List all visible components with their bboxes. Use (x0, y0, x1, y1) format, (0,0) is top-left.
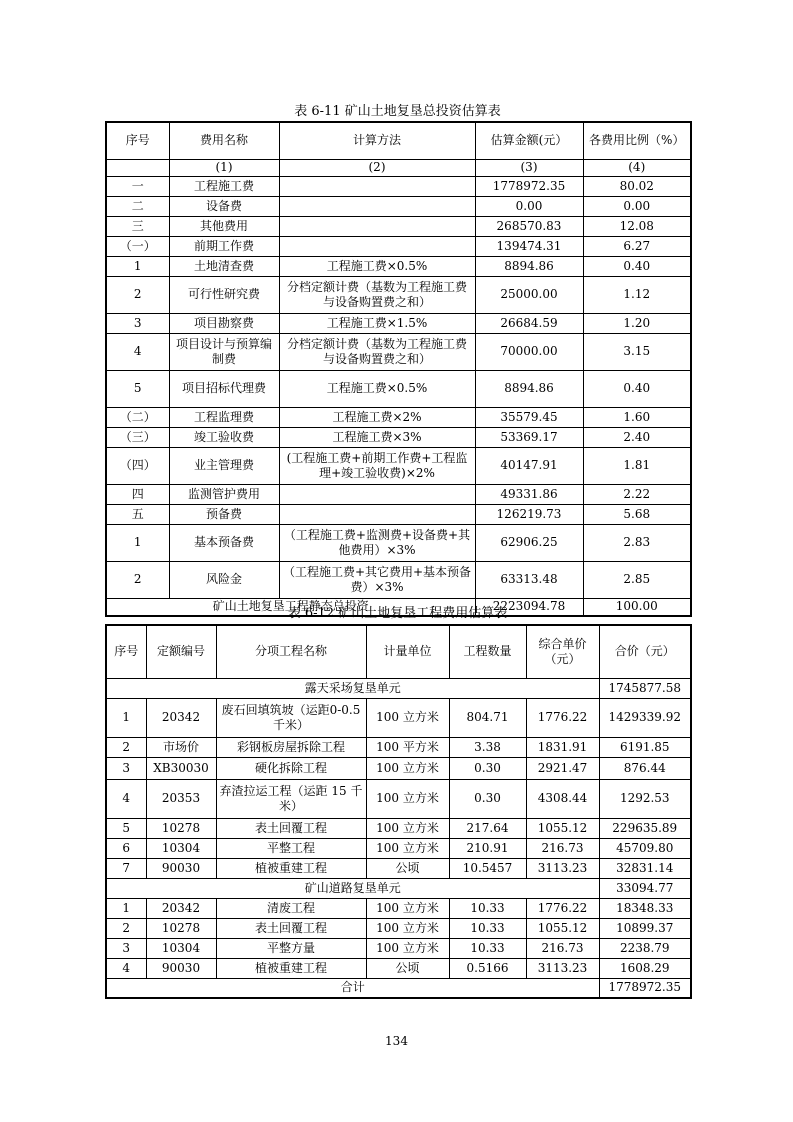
table-row (106, 504, 691, 524)
ratio-cell: 5.68 (583, 504, 691, 524)
header-cell: 估算金额(元） (475, 122, 583, 159)
unit-cell: 100 立方米 (366, 898, 449, 918)
quota-code-cell: XB30030 (146, 757, 216, 779)
method-cell: 工程施工费×0.5% (279, 256, 475, 276)
table-row (106, 447, 691, 484)
row-no-cell: 2 (106, 561, 169, 598)
table-row (106, 524, 691, 561)
index-cell: (1) (169, 159, 279, 176)
table-row (106, 427, 691, 447)
row-no-cell: 二 (106, 196, 169, 216)
item-name-cell: 植被重建工程 (216, 958, 366, 978)
subtotal-cell: 1292.53 (599, 779, 691, 818)
table-row (106, 370, 691, 407)
unit-cell: 100 立方米 (366, 698, 449, 737)
ratio-cell: 1.60 (583, 407, 691, 427)
row-no-cell: 2 (106, 918, 146, 938)
total-row (106, 978, 691, 998)
ratio-cell: 80.02 (583, 176, 691, 196)
header-cell: 定额编号 (146, 625, 216, 678)
method-cell: 工程施工费×1.5% (279, 313, 475, 333)
table-row (106, 858, 691, 878)
row-no-cell: 4 (106, 333, 169, 370)
table-row (106, 918, 691, 938)
fee-name-cell: 监测管护费用 (169, 484, 279, 504)
unit-price-cell: 1831.91 (526, 737, 599, 757)
amount-cell: 8894.86 (475, 370, 583, 407)
section-row (106, 678, 691, 698)
fee-name-cell: 土地清查费 (169, 256, 279, 276)
header-cell: 序号 (106, 122, 169, 159)
total-sum-cell: 1778972.35 (599, 978, 691, 998)
table-row (106, 958, 691, 978)
item-name-cell: 平整方量 (216, 938, 366, 958)
amount-cell: 49331.86 (475, 484, 583, 504)
subtotal-cell: 876.44 (599, 757, 691, 779)
method-cell: 工程施工费×2% (279, 407, 475, 427)
amount-cell: 0.00 (475, 196, 583, 216)
fee-name-cell: 设备费 (169, 196, 279, 216)
unit-cell: 100 立方米 (366, 918, 449, 938)
section-row (106, 878, 691, 898)
unit-price-cell: 4308.44 (526, 779, 599, 818)
row-no-cell: 4 (106, 958, 146, 978)
table-row (106, 196, 691, 216)
header-cell: 计算方法 (279, 122, 475, 159)
amount-cell: 63313.48 (475, 561, 583, 598)
quota-code-cell: 10278 (146, 818, 216, 838)
header-cell: 分项工程名称 (216, 625, 366, 678)
table-row (106, 737, 691, 757)
amount-cell: 8894.86 (475, 256, 583, 276)
index-cell: (2) (279, 159, 475, 176)
subtotal-cell: 1429339.92 (599, 698, 691, 737)
row-no-cell: 7 (106, 858, 146, 878)
method-cell (279, 196, 475, 216)
method-cell (279, 216, 475, 236)
ratio-cell: 1.20 (583, 313, 691, 333)
total-investment-table (105, 121, 692, 617)
table-row (106, 698, 691, 737)
quantity-cell: 10.33 (449, 938, 526, 958)
unit-price-cell: 2921.47 (526, 757, 599, 779)
total-ratio-cell: 100.00 (583, 598, 691, 616)
amount-cell: 25000.00 (475, 276, 583, 313)
unit-cell: 公顷 (366, 858, 449, 878)
quantity-cell: 10.5457 (449, 858, 526, 878)
quantity-cell: 10.33 (449, 918, 526, 938)
ratio-cell: 12.08 (583, 216, 691, 236)
table-row (106, 176, 691, 196)
header-cell: 综合单价（元） (526, 625, 599, 678)
unit-price-cell: 216.73 (526, 938, 599, 958)
item-name-cell: 弃渣拉运工程（运距 15 千米） (216, 779, 366, 818)
quota-code-cell: 20342 (146, 698, 216, 737)
method-cell: （工程施工费+其它费用+基本预备费）×3% (279, 561, 475, 598)
amount-cell: 53369.17 (475, 427, 583, 447)
item-name-cell: 废石回填筑坡（运距0-0.5 千米） (216, 698, 366, 737)
table-row (106, 818, 691, 838)
subtotal-cell: 10899.37 (599, 918, 691, 938)
quantity-cell: 0.30 (449, 779, 526, 818)
row-no-cell: 1 (106, 524, 169, 561)
fee-name-cell: 风险金 (169, 561, 279, 598)
fee-name-cell: 工程施工费 (169, 176, 279, 196)
amount-cell: 268570.83 (475, 216, 583, 236)
section-total-cell: 1745877.58 (599, 678, 691, 698)
amount-cell: 126219.73 (475, 504, 583, 524)
ratio-cell: 1.81 (583, 447, 691, 484)
section-title-cell: 露天采场复垦单元 (106, 678, 599, 698)
unit-cell: 100 立方米 (366, 779, 449, 818)
index-cell (106, 159, 169, 176)
quantity-cell: 217.64 (449, 818, 526, 838)
row-no-cell: 四 (106, 484, 169, 504)
quota-code-cell: 10304 (146, 938, 216, 958)
table-row (106, 561, 691, 598)
quota-code-cell: 90030 (146, 858, 216, 878)
row-no-cell: 3 (106, 757, 146, 779)
amount-cell: 139474.31 (475, 236, 583, 256)
row-no-cell: 3 (106, 313, 169, 333)
subtotal-cell: 1608.29 (599, 958, 691, 978)
ratio-cell: 6.27 (583, 236, 691, 256)
table-row (106, 838, 691, 858)
quota-code-cell: 10304 (146, 838, 216, 858)
cost-estimate-table (105, 624, 692, 999)
page-number: 134 (385, 1034, 408, 1048)
fee-name-cell: 业主管理费 (169, 447, 279, 484)
unit-price-cell: 3113.23 (526, 858, 599, 878)
table-row (106, 313, 691, 333)
method-cell (279, 484, 475, 504)
unit-price-cell: 1776.22 (526, 898, 599, 918)
subtotal-cell: 18348.33 (599, 898, 691, 918)
quota-code-cell: 90030 (146, 958, 216, 978)
quota-code-cell: 市场价 (146, 737, 216, 757)
row-no-cell: 5 (106, 370, 169, 407)
row-no-cell: 2 (106, 276, 169, 313)
row-no-cell: 3 (106, 938, 146, 958)
unit-cell: 100 立方米 (366, 757, 449, 779)
row-no-cell: 1 (106, 256, 169, 276)
index-cell: (4) (583, 159, 691, 176)
quantity-cell: 10.33 (449, 898, 526, 918)
table-row (106, 216, 691, 236)
quantity-cell: 804.71 (449, 698, 526, 737)
row-no-cell: 1 (106, 898, 146, 918)
fee-name-cell: 可行性研究费 (169, 276, 279, 313)
item-name-cell: 平整工程 (216, 838, 366, 858)
header-cell: 计量单位 (366, 625, 449, 678)
row-no-cell: 三 (106, 216, 169, 236)
ratio-cell: 0.00 (583, 196, 691, 216)
subtotal-cell: 32831.14 (599, 858, 691, 878)
unit-cell: 100 立方米 (366, 938, 449, 958)
quota-code-cell: 20342 (146, 898, 216, 918)
subtotal-cell: 229635.89 (599, 818, 691, 838)
table-row (106, 779, 691, 818)
total-label-cell: 矿山土地复垦工程静态总投资 (106, 598, 475, 616)
row-no-cell: 6 (106, 838, 146, 858)
row-no-cell: 2 (106, 737, 146, 757)
method-cell: 分档定额计费（基数为工程施工费与设备购置费之和） (279, 333, 475, 370)
row-no-cell: 1 (106, 698, 146, 737)
amount-cell: 62906.25 (475, 524, 583, 561)
method-cell (279, 504, 475, 524)
amount-cell: 26684.59 (475, 313, 583, 333)
fee-name-cell: 前期工作费 (169, 236, 279, 256)
unit-price-cell: 1776.22 (526, 698, 599, 737)
header-cell: 各费用比例（%） (583, 122, 691, 159)
header-cell: 工程数量 (449, 625, 526, 678)
subtotal-cell: 45709.80 (599, 838, 691, 858)
header-cell: 费用名称 (169, 122, 279, 159)
amount-cell: 35579.45 (475, 407, 583, 427)
header-cell: 序号 (106, 625, 146, 678)
unit-price-cell: 3113.23 (526, 958, 599, 978)
table-row (106, 256, 691, 276)
item-name-cell: 表土回覆工程 (216, 918, 366, 938)
table2-caption: 表 6-12 矿山土地复垦工程费用估算表 (287, 606, 508, 621)
row-no-cell: （一） (106, 236, 169, 256)
item-name-cell: 植被重建工程 (216, 858, 366, 878)
amount-cell: 40147.91 (475, 447, 583, 484)
row-no-cell: （二） (106, 407, 169, 427)
method-cell: 分档定额计费（基数为工程施工费与设备购置费之和） (279, 276, 475, 313)
method-cell: 工程施工费×3% (279, 427, 475, 447)
fee-name-cell: 工程监理费 (169, 407, 279, 427)
fee-name-cell: 项目勘察费 (169, 313, 279, 333)
row-no-cell: 4 (106, 779, 146, 818)
unit-price-cell: 1055.12 (526, 818, 599, 838)
quantity-cell: 0.30 (449, 757, 526, 779)
fee-name-cell: 其他费用 (169, 216, 279, 236)
ratio-cell: 2.83 (583, 524, 691, 561)
ratio-cell: 2.22 (583, 484, 691, 504)
unit-cell: 100 立方米 (366, 818, 449, 838)
row-no-cell: 5 (106, 818, 146, 838)
item-name-cell: 彩钢板房屋拆除工程 (216, 737, 366, 757)
table-row (106, 898, 691, 918)
row-no-cell: 一 (106, 176, 169, 196)
table-row (106, 276, 691, 313)
total-label-cell: 合计 (106, 978, 599, 998)
item-name-cell: 清废工程 (216, 898, 366, 918)
table-row (106, 757, 691, 779)
fee-name-cell: 竣工验收费 (169, 427, 279, 447)
section-title-cell: 矿山道路复垦单元 (106, 878, 599, 898)
table1-header-row (106, 122, 691, 159)
amount-cell: 70000.00 (475, 333, 583, 370)
method-cell: 工程施工费×0.5% (279, 370, 475, 407)
fee-name-cell: 项目招标代理费 (169, 370, 279, 407)
table1-index-row (106, 159, 691, 176)
table1-caption: 表 6-11 矿山土地复垦总投资估算表 (294, 104, 501, 119)
item-name-cell: 硬化拆除工程 (216, 757, 366, 779)
row-no-cell: （四） (106, 447, 169, 484)
quantity-cell: 3.38 (449, 737, 526, 757)
section-total-cell: 33094.77 (599, 878, 691, 898)
ratio-cell: 0.40 (583, 370, 691, 407)
unit-cell: 100 平方米 (366, 737, 449, 757)
ratio-cell: 1.12 (583, 276, 691, 313)
header-cell: 合价（元） (599, 625, 691, 678)
subtotal-cell: 2238.79 (599, 938, 691, 958)
ratio-cell: 2.40 (583, 427, 691, 447)
index-cell: (3) (475, 159, 583, 176)
unit-cell: 公顷 (366, 958, 449, 978)
unit-price-cell: 216.73 (526, 838, 599, 858)
total-amount-cell: 2223094.78 (475, 598, 583, 616)
method-cell: （工程施工费+监测费+设备费+其他费用）×3% (279, 524, 475, 561)
quantity-cell: 210.91 (449, 838, 526, 858)
quota-code-cell: 20353 (146, 779, 216, 818)
ratio-cell: 3.15 (583, 333, 691, 370)
quantity-cell: 0.5166 (449, 958, 526, 978)
table-row (106, 938, 691, 958)
fee-name-cell: 项目设计与预算编制费 (169, 333, 279, 370)
ratio-cell: 0.40 (583, 256, 691, 276)
subtotal-cell: 6191.85 (599, 737, 691, 757)
table2-header-row (106, 625, 691, 678)
method-cell (279, 176, 475, 196)
row-no-cell: 五 (106, 504, 169, 524)
row-no-cell: （三） (106, 427, 169, 447)
fee-name-cell: 预备费 (169, 504, 279, 524)
table-row (106, 333, 691, 370)
method-cell: (工程施工费+前期工作费+工程监理+竣工验收费)×2% (279, 447, 475, 484)
table-row (106, 236, 691, 256)
unit-cell: 100 立方米 (366, 838, 449, 858)
unit-price-cell: 1055.12 (526, 918, 599, 938)
amount-cell: 1778972.35 (475, 176, 583, 196)
table-row (106, 407, 691, 427)
table-row (106, 484, 691, 504)
quota-code-cell: 10278 (146, 918, 216, 938)
ratio-cell: 2.85 (583, 561, 691, 598)
fee-name-cell: 基本预备费 (169, 524, 279, 561)
item-name-cell: 表土回覆工程 (216, 818, 366, 838)
method-cell (279, 236, 475, 256)
